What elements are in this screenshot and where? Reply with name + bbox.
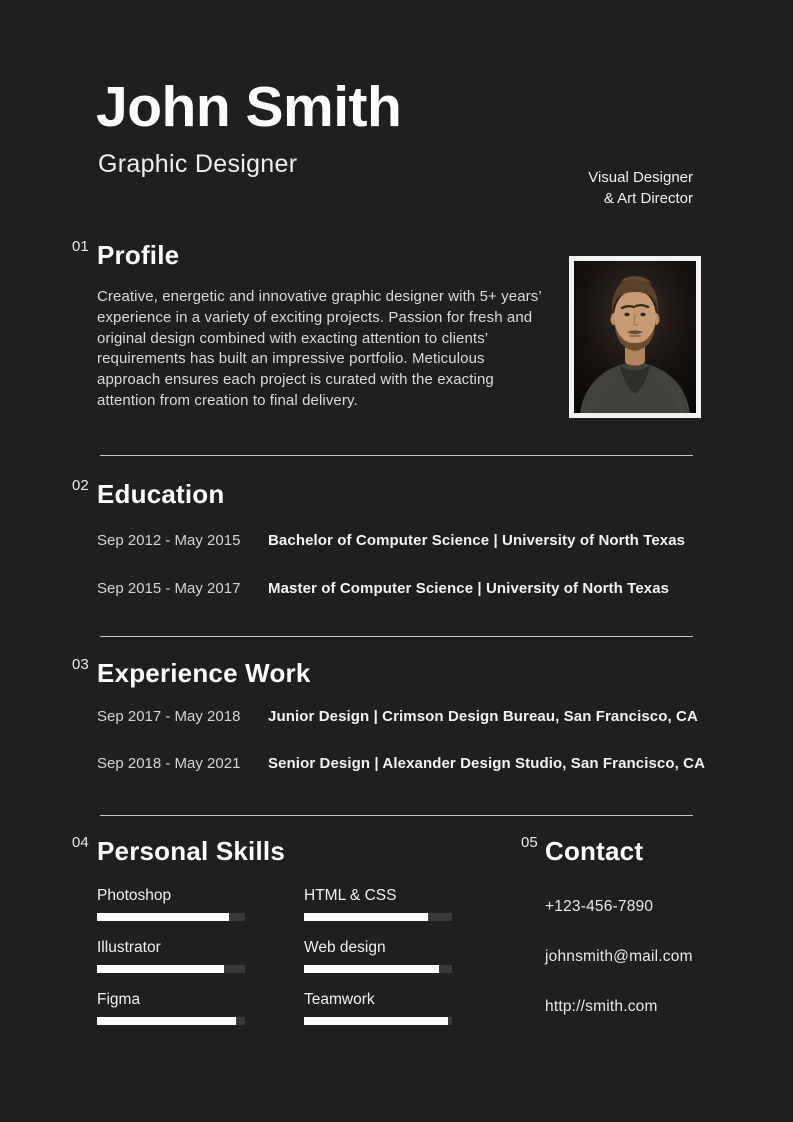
tagline — [588, 167, 693, 209]
education-detail: Bachelor of Computer Science | University of North Texas — [268, 532, 686, 549]
contact-phone: +123-456-7890 — [545, 898, 654, 915]
skill-item-web-design — [304, 939, 452, 973]
education-period: Sep 2015 - May 2017 — [97, 580, 241, 597]
skill-bar-track — [304, 965, 452, 973]
divider — [100, 455, 693, 456]
skill-item-photoshop — [97, 887, 245, 921]
skill-bar-track — [97, 913, 245, 921]
skill-item-teamwork — [304, 991, 452, 1025]
skill-bar-fill — [304, 913, 428, 921]
profile-photo — [569, 256, 701, 418]
skill-label: HTML & CSS — [304, 887, 397, 904]
tagline-line-2: & Art Director — [603, 190, 693, 207]
contact-list — [545, 898, 693, 1016]
section-skills — [72, 836, 452, 1025]
section-number: 04 — [72, 834, 89, 851]
skill-item-illustrator — [97, 939, 245, 973]
section-title-skills: Personal Skills — [97, 836, 285, 866]
experience-row — [97, 755, 705, 772]
skill-bar-track — [304, 913, 452, 921]
section-education — [72, 479, 685, 597]
section-contact-header — [521, 836, 693, 866]
skill-label: Figma — [97, 991, 141, 1008]
skill-bar-fill — [97, 965, 224, 973]
section-title-education: Education — [97, 479, 225, 509]
section-experience-header — [72, 658, 705, 688]
skill-bar-fill — [304, 965, 439, 973]
experience-period: Sep 2017 - May 2018 — [97, 708, 241, 725]
skill-label: Teamwork — [304, 991, 375, 1008]
section-number: 02 — [72, 477, 89, 494]
section-contact — [521, 836, 693, 1048]
education-row — [97, 580, 685, 597]
divider — [100, 636, 693, 637]
experience-period: Sep 2018 - May 2021 — [97, 755, 241, 772]
section-experience — [72, 658, 705, 772]
section-profile — [72, 240, 549, 412]
person-name: John Smith — [96, 75, 402, 139]
skill-bar-fill — [97, 1017, 236, 1025]
tagline-line-1: Visual Designer — [588, 169, 693, 186]
experience-row — [97, 708, 705, 725]
skill-bar-track — [97, 965, 245, 973]
section-number: 01 — [72, 238, 89, 255]
divider — [100, 815, 693, 816]
experience-detail: Senior Design | Alexander Design Studio, San Francisco, CA — [268, 755, 706, 772]
skill-bar-track — [97, 1017, 245, 1025]
section-number: 05 — [521, 834, 538, 851]
education-detail: Master of Computer Science | University of North Texas — [268, 580, 670, 597]
skills-grid — [97, 887, 452, 1025]
skill-label: Photoshop — [97, 887, 172, 904]
section-number: 03 — [72, 656, 89, 673]
experience-detail: Junior Design | Crimson Design Bureau, San Francisco, CA — [268, 708, 698, 725]
education-row — [97, 532, 685, 549]
skill-item-html-css — [304, 887, 452, 921]
contact-email[interactable]: johnsmith@mail.com — [545, 948, 693, 965]
profile-summary: Creative, energetic and innovative graphic designer with 5+ years’ experience in a variety of exciting projects. Passion for fresh and original design combined with exacting attention to clients’ requirements has built an impressive portfolio. Meticulous approach ensures each project is curated with the exacting attention from creation to final delivery. — [97, 288, 542, 409]
contact-website[interactable]: http://smith.com — [545, 998, 658, 1015]
skill-label: Web design — [304, 939, 386, 956]
job-title: Graphic Designer — [98, 150, 298, 178]
section-skills-header — [72, 836, 452, 866]
skill-bar-track — [304, 1017, 452, 1025]
section-profile-header — [72, 240, 549, 270]
section-title-experience: Experience Work — [97, 658, 311, 688]
skill-label: Illustrator — [97, 939, 161, 956]
skill-item-figma — [97, 991, 245, 1025]
skill-bar-fill — [304, 1017, 448, 1025]
experience-list — [97, 708, 705, 772]
section-title-profile: Profile — [97, 240, 180, 270]
section-education-header — [72, 479, 685, 509]
skill-bar-fill — [97, 913, 229, 921]
education-period: Sep 2012 - May 2015 — [97, 532, 241, 549]
education-list — [97, 532, 685, 597]
portrait-illustration — [574, 261, 696, 413]
section-title-contact: Contact — [545, 836, 644, 866]
